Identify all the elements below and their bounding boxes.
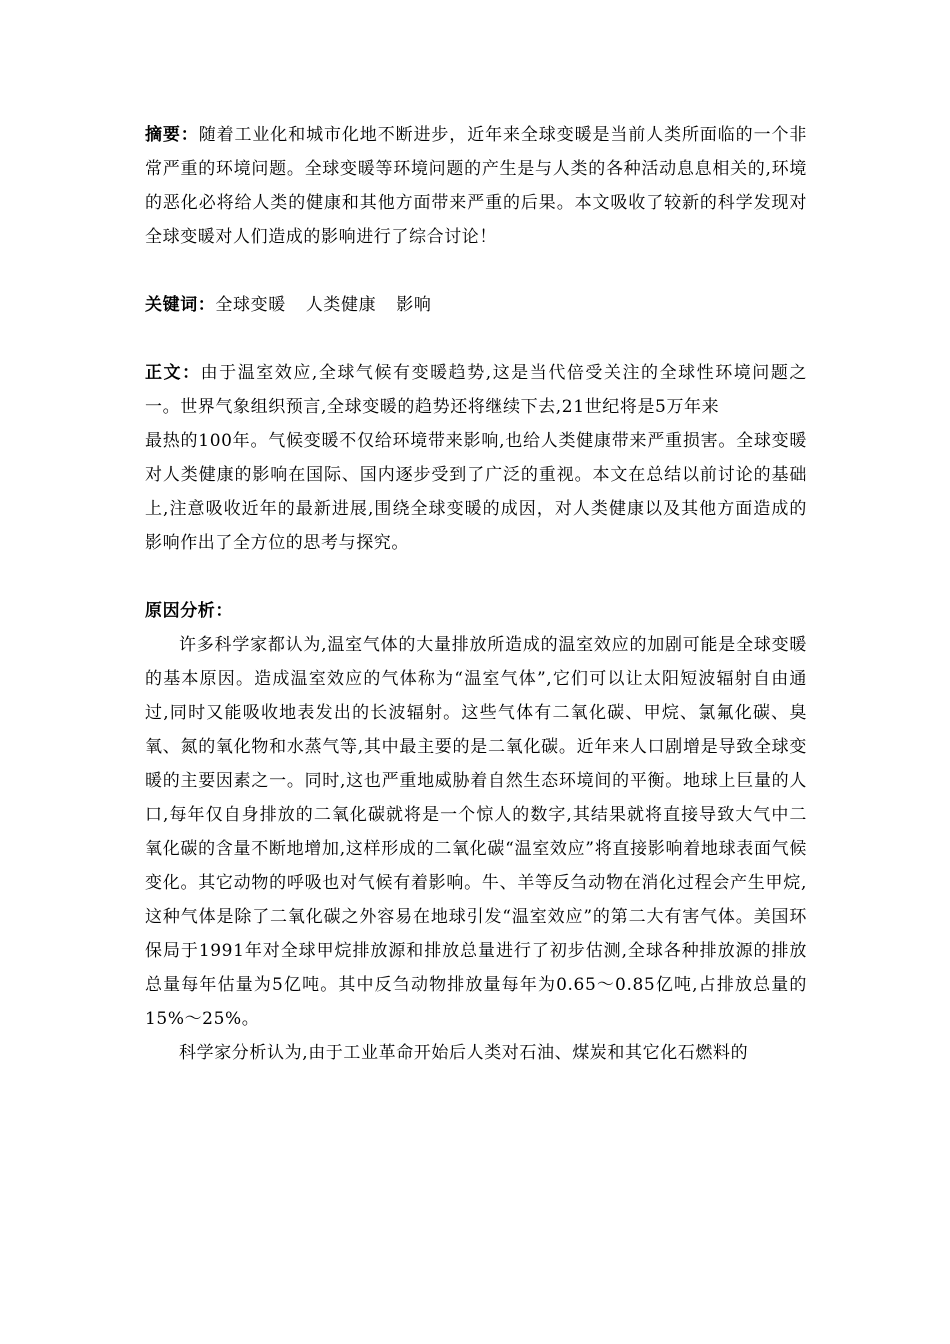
cause-label: 原因分析： <box>145 601 233 621</box>
cause-paragraph-2: 科学家分析认为,由于工业革命开始后人类对石油、煤炭和其它化石燃料的 <box>179 1043 749 1063</box>
document-page <box>145 118 807 1070</box>
keyword-item: 影响 <box>396 295 432 315</box>
body-text-line1: 由于温室效应,全球气候有变暖趋势,这是当代倍受关注的全球性环境问题之一。世界气象组织预言,全球变暖的趋势还将继续下去,21世纪将是5万年来 <box>145 363 807 417</box>
spacer <box>145 560 807 594</box>
keyword-item: 人类健康 <box>305 295 377 315</box>
body-paragraph-1 <box>145 356 807 424</box>
abstract-paragraph <box>145 118 807 254</box>
body-paragraph-2 <box>145 424 807 560</box>
body-text-line2: 最热的100年。气候变暖不仅给环境带来影响,也给人类健康带来严重损害。全球变暖对人类健康的影响在国际、国内逐步受到了广泛的重视。本文在总结以前讨论的基础上,注意吸收近年的最新进展,围绕全球变暖的成因，对人类健康以及其他方面造成的影响作出了全方位的思考与探究。 <box>145 431 807 553</box>
keywords-paragraph <box>145 288 807 322</box>
spacer <box>145 322 807 356</box>
body-label: 正文： <box>145 363 201 383</box>
keywords-label: 关键词： <box>145 295 216 315</box>
keyword-item: 全球变暖 <box>215 295 286 315</box>
abstract-text: 随着工业化和城市化地不断进步，近年来全球变暖是当前人类所面临的一个非常严重的环境问题。全球变暖等环境问题的产生是与人类的各种活动息息相关的,环境的恶化必将给人类的健康和其他方面带来严重的后果。本文吸收了较新的科学发现对全球变暖对人们造成的影响进行了综合讨论！ <box>145 125 807 247</box>
spacer <box>145 254 807 288</box>
cause-heading-paragraph <box>145 594 807 628</box>
abstract-label: 摘要： <box>145 125 199 145</box>
cause-paragraph-1: 许多科学家都认为,温室气体的大量排放所造成的温室效应的加剧可能是全球变暖的基本原因。造成温室效应的气体称为“温室气体”,它们可以让太阳短波辐射自由通过,同时又能吸收地表发出的长波辐射。这些气体有二氧化碳、甲烷、氯氟化碳、臭氧、氮的氧化物和水蒸气等,其中最主要的是二氧化碳。近年来人口剧增是导致全球变暖的主要因素之一。同时,这也严重地威胁着自然生态环境间的平衡。地球上巨量的人口,每年仅自身排放的二氧化碳就将是一个惊人的数字,其结果就将直接导致大气中二氧化碳的含量不断地增加,这样形成的二氧化碳“温室效应”将直接影响着地球表面气候变化。其它动物的呼吸也对气候有着影响。牛、羊等反刍动物在消化过程会产生甲烷,这种气体是除了二氧化碳之外容易在地球引发“温室效应”的第二大有害气体。美国环保局于1991年对全球甲烷排放源和排放总量进行了初步估测,全球各种排放源的排放总量每年估量为5亿吨。其中反刍动物排放量每年为0.65～0.85亿吨,占排放总量的15%～25%。 <box>145 635 807 1029</box>
